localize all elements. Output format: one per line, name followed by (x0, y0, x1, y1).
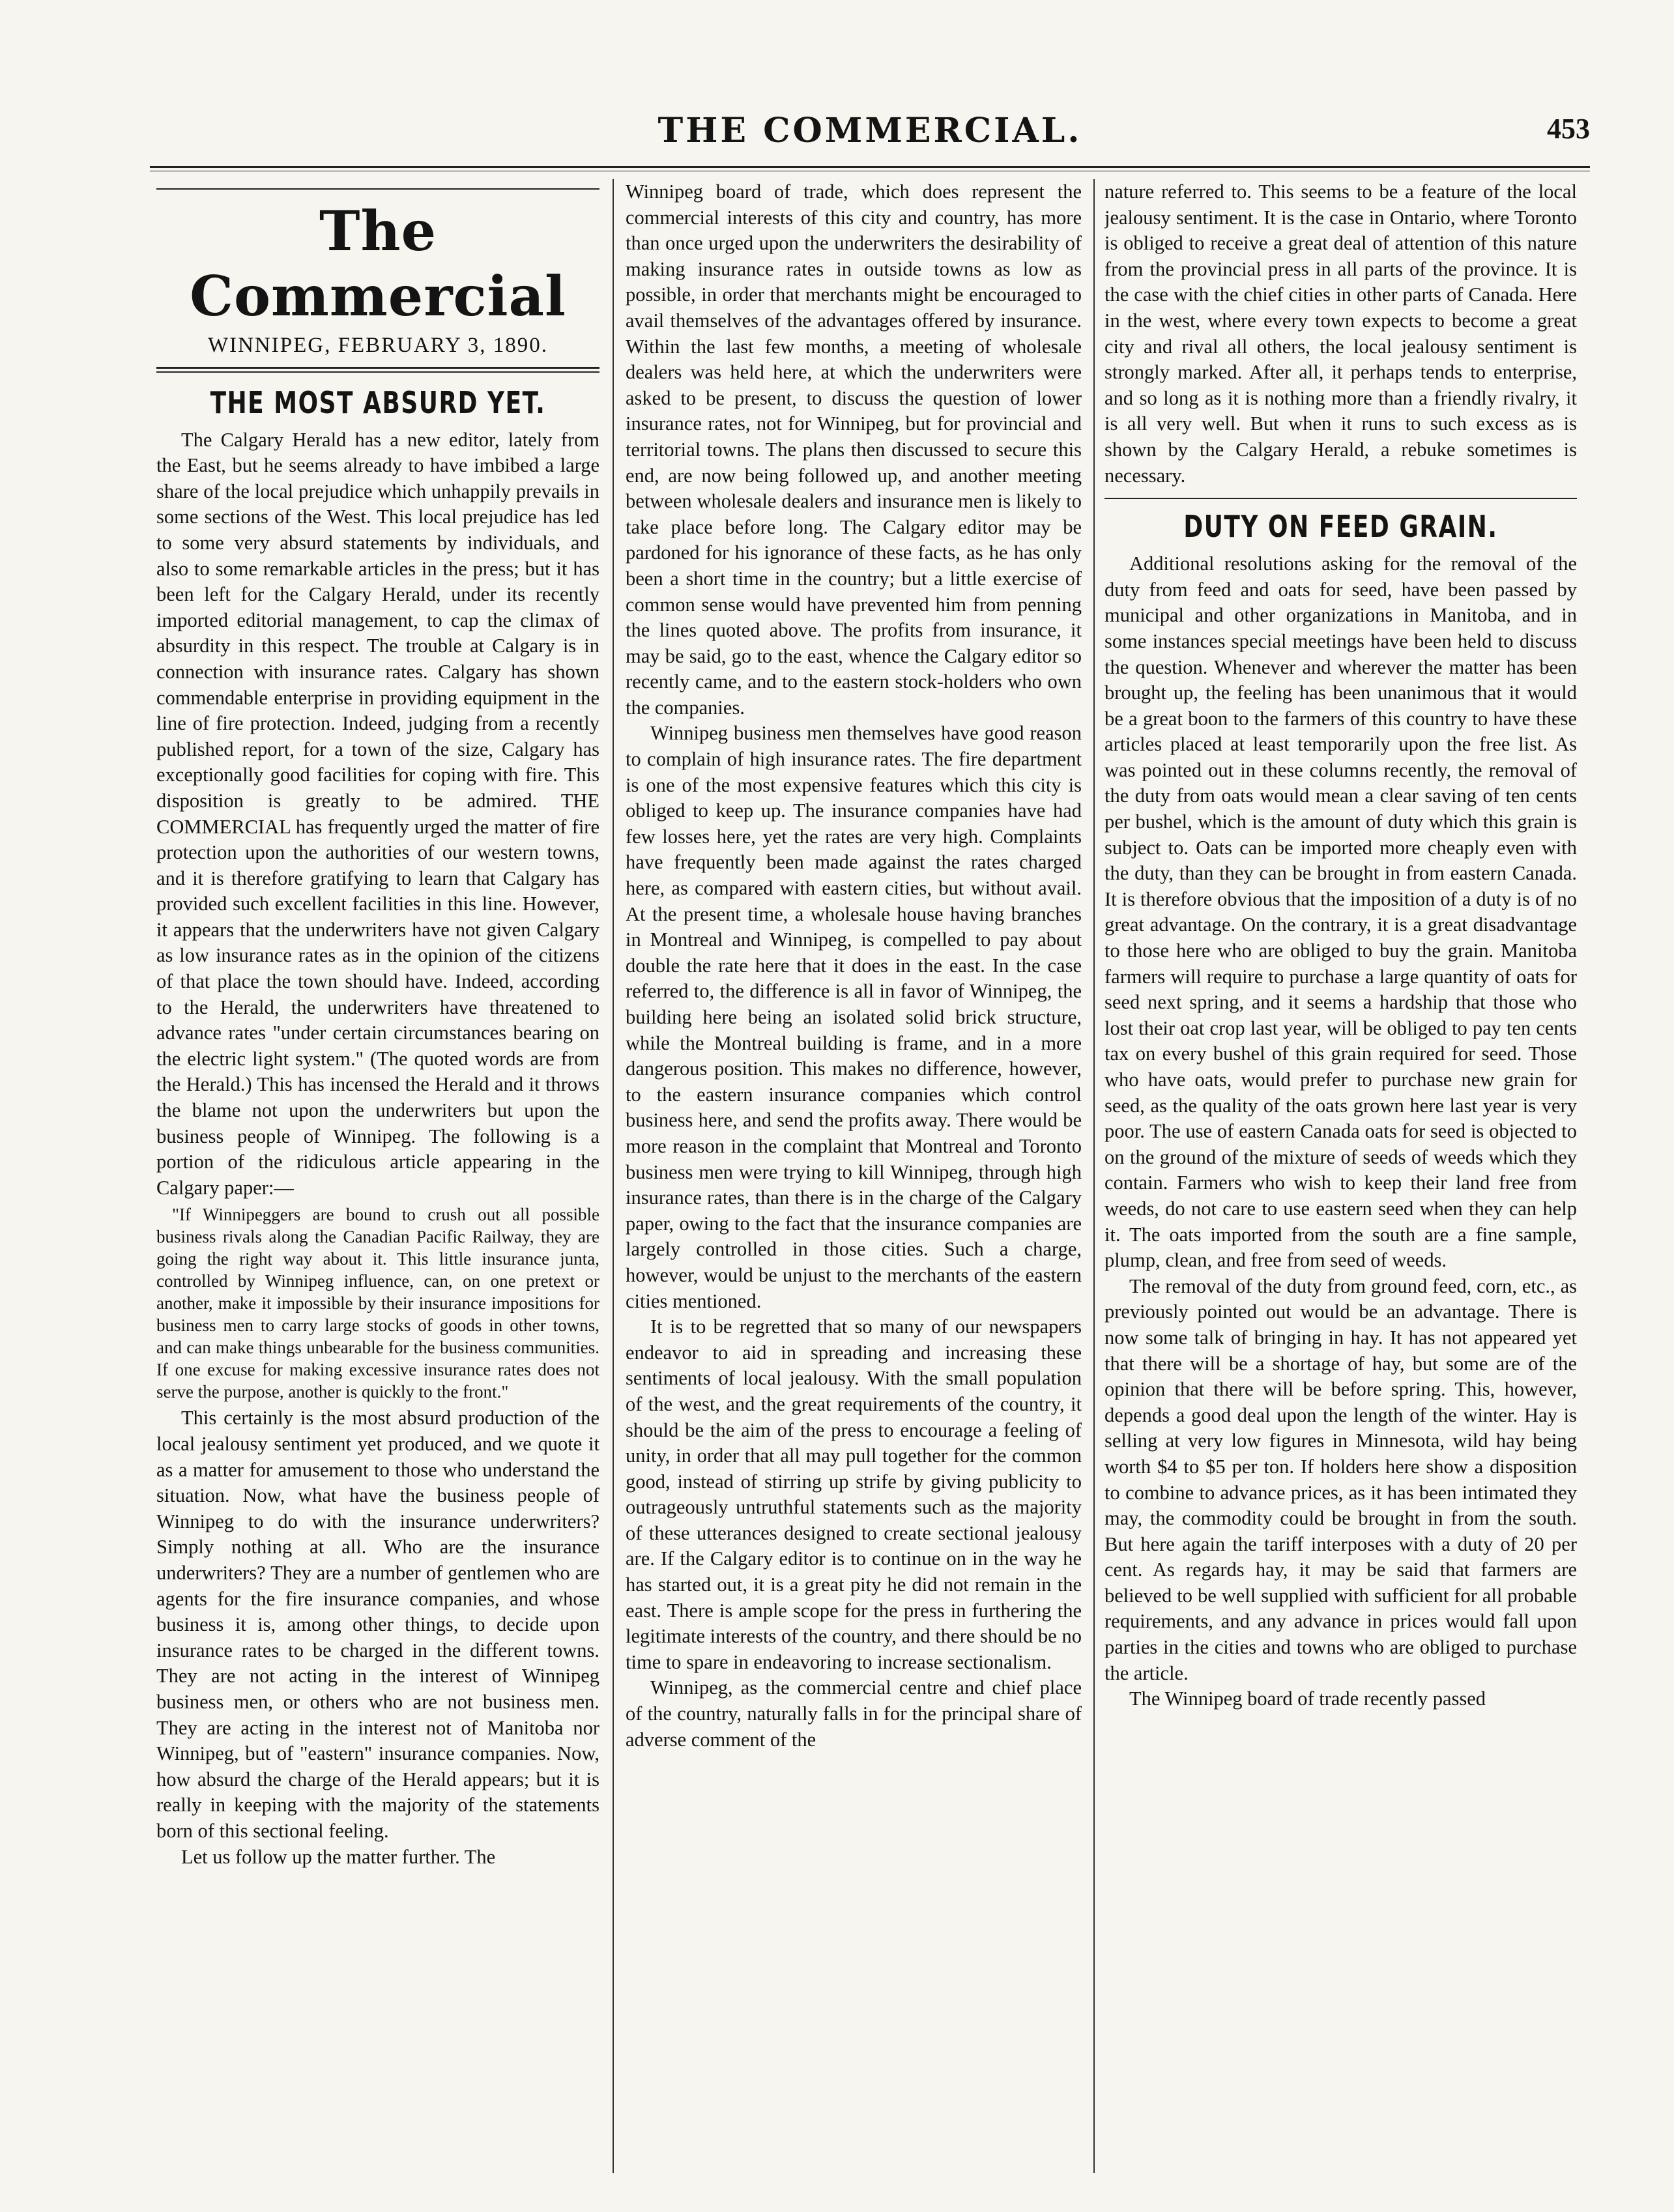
column-divider (1093, 179, 1095, 2173)
article-paragraph: Winnipeg business men themselves have good reason to complain of high insurance rates. The fire department is one of the most expensive features which this city is obliged to keep up. The insurance companies have had few losses here, yet the rates are very high. Complaints have frequently been made against the rates charged here, as compared with eastern cities, but without avail. At the present time, a wholesale house having branches in Montreal and Winnipeg, is compelled to pay about double the rate here that it does in the east. In the case referred to, the difference is all in favor of Winnipeg, the building here being an isolated solid brick structure, while the Montreal building is frame, and in a more dangerous position. This makes no difference, however, to the eastern insurance companies which control business here, and send the profits away. There would be more reason in the complaint that Montreal and Toronto business men were trying to kill Winnipeg, through high insurance rates, than there is in the charge of the Calgary paper, owing to the fact that the insurance companies are largely controlled in those cities. Such a charge, however, would be unjust to the merchants of the eastern cities mentioned. (626, 722, 1082, 1312)
article-paragraph: This certainly is the most absurd production of the local jealousy sentiment yet produced, and we quote it as a matter for amusement to those who understand the situation. Now, what have the business people of Winnipeg to do with the insurance underwriters? Simply nothing at all. Who are the insurance underwriters? They are a number of gentlemen who are agents for the fire insurance companies, and whose business it is, among other things, to decide upon insurance rates to be charged in the different towns. They are not acting in the interest of Winnipeg business men, or others who are not business men. They are acting in the interest not of Manitoba nor Winnipeg, but of "eastern" insurance companies. Now, how absurd the charge of the Herald appears; but it is really in keeping with the majority of the statements born of this sectional feeling. (156, 1407, 599, 1842)
article-paragraph: Let us follow up the matter further. The (181, 1845, 496, 1868)
article-paragraph: The Calgary Herald has a new editor, lately from the East, but he seems already to have imbibed a large share of the local prejudice which unhappily prevails in some sections of the West. This local prejudice has led to some very absurd statements by individuals, and also to some remarkable articles in the press; but it has been left for the Calgary Herald, under its recently imported editorial management, to cap the climax of absurdity in this respect. The trouble at Calgary is in connection with insurance rates. Calgary has shown commendable enterprise in providing equipment in the line of fire protection. Indeed, judging from a recently published report, for a town of the size, Calgary has exceptionally good facilities for coping with fire. This disposition is greatly to be admired. THE COMMERCIAL has frequently urged the matter of fire protection upon the authorities of our western towns, and it is therefore gratifying to learn that Calgary has provided such excellent facilities in this line. However, it appears that the underwriters have not given Calgary as low insurance rates as in the opinion of the citizens of that place the town should have. Indeed, according to the Herald, the underwriters have threatened to advance rates "under certain circumstances bearing on the electric light system." (The quoted words are from the Herald.) This has incensed the Herald and it throws the blame not upon the underwriters but upon the business people of Winnipeg. The following is a portion of the ridiculous article appearing in the Calgary paper:— (156, 428, 599, 1199)
masthead-title: The Commercial (190, 199, 566, 328)
article-paragraph: It is to be regretted that so many of our newspapers endeavor to aid in spreading and increasing these sentiments of local jealousy. With the small population of the west, and the great requirements of the country, it should be the aim of the press to encourage a feeling of unity, in order that all may pull together for the common good, instead of stirring up strife by giving publicity to outrageously untruthful statements such as the majority of these utterances designed to create sectional jealousy are. If the Calgary editor is to continue on in the way he has started out, it is a great pity he did not remain in the east. There is ample scope for the press in furthering the legitimate interests of the country, and there should be no time to spare in endeavoring to increase sectionalism. (626, 1315, 1082, 1673)
header-rule (150, 166, 1590, 171)
article-paragraph: nature referred to. This seems to be a feature of the local jealousy sentiment. It is the case in Ontario, where Toronto is obliged to receive a great deal of attention of this nature from the provincial press in all parts of the province. It is the case with the chief cities in other parts of Canada. Here in the west, where every town expects to become a great city and rival all others, the local jealousy sentiment is strongly marked. After all, it perhaps tends to enterprise, and so long as it is nothing more than a friendly rivalry, it is all very well. But when it runs to such excess as is shown by the Calgary Herald, a rebuke sometimes is necessary. (1104, 180, 1577, 487)
article-paragraph: The Winnipeg board of trade recently passed (1129, 1688, 1486, 1710)
article-paragraph: Additional resolutions asking for the removal of the duty from feed and oats for seed, have been passed by municipal and other organizations in Manitoba, and in some instances special meetings have been held to discuss the question. Whenever and wherever the matter has been brought up, the feeling has been unanimous that it would be a great boon to the farmers of this country to have these articles placed at least temporarily upon the free list. As was pointed out in these columns recently, the removal of the duty from oats would mean a clear saving of ten cents per bushel, which is the amount of duty which this grain is subject to. Oats can be imported more cheaply even with the duty, than they can be brought in from eastern Canada. It is therefore obvious that the imposition of a duty is of no great advantage. On the contrary, it is a great disadvantage to those here who are obliged to buy the grain. Manitoba farmers will require to purchase a large quantity of oats for seed next spring, and it seems a hardship that those who lost their oat crop last year, will be obliged to pay ten cents tax on every bushel of this grain required for seed. Those who have oats, would prefer to purchase new grain for seed, as the quality of the oats grown here last year is very poor. The use of eastern Canada oats for seed is objected to on the ground of the mixture of seeds of weeds which they contain. Farmers who wish to keep their land free from weeds, do not care to use eastern seed when they can help it. The oats imported from the south are a fine sample, plump, clean, and free from seed of weeds. (1104, 553, 1577, 1272)
article-paragraph: Winnipeg board of trade, which does represent the commercial interests of this city and country, has more than once urged upon the underwriters the desirability of making insurance rates in outside towns as low as possible, in order that merchants might be encouraged to avail themselves of the advantages offered by insurance. Within the last few months, a meeting of wholesale dealers was held here, at which the underwriters were asked to be present, to discuss the question of lower insurance rates, not for Winnipeg, but for provincial and territorial towns. The plans then discussed to secure this end, are now being followed up, and another meeting between wholesale dealers and insurance men is likely to take place before long. The Calgary editor may be pardoned for his ignorance of these facts, as he has only been a short time in the country; but a little exercise of common sense would have prevented him from penning the lines quoted above. The profits from insurance, it may be said, go to the east, whence the Calgary editor so recently came, and to the eastern stock-holders who own the companies. (626, 180, 1082, 719)
column-1 (156, 179, 599, 2166)
quoted-excerpt: "If Winnipeggers are bound to crush out all possible business rivals along the Canadian Pacific Railway, they are going the right way about it. This little insurance junta, controlled by Winnipeg influence, can, on one pretext or another, make it impossible by their insurance impositions for business men to carry large stocks of goods in other towns, and can make things unbearable for the business communities. If one excuse for making excessive insurance rates does not serve the purpose, another is quickly to the front." (156, 1205, 599, 1402)
page-number: 453 (1547, 113, 1590, 145)
masthead-rule-bottom (156, 367, 599, 373)
article-paragraph: The removal of the duty from ground feed, corn, etc., as previously pointed out would be an advantage. There is now some talk of bringing in hay. It has not appeared yet that there will be a shortage of hay, but some are of the opinion that there will be before spring. This, however, depends a good deal upon the length of the winter. Hay is selling at very low figures in Minnesota, wild hay being worth $4 to $5 per ton. If holders here show a disposition to combine to advance prices, as it has been intimated they may, the commodity could be brought in from the south. But here again the tariff interposes with a duty of 20 per cent. As regards hay, it may be said that farmers are believed to be well supplied with sufficient for all probable requirements, and any advance in prices would fall upon parties in the cities and towns who are obliged to purchase the article. (1104, 1274, 1577, 1684)
masthead-rule-top (156, 188, 599, 190)
section-rule (1104, 498, 1577, 499)
article-headline: DUTY ON FEED GRAIN. (1183, 509, 1498, 545)
dateline: WINNIPEG, FEBRUARY 3, 1890. (207, 334, 549, 357)
column-2 (626, 179, 1082, 2166)
running-title: THE COMMERCIAL. (657, 111, 1082, 151)
page-header (150, 111, 1590, 156)
article-headline: THE MOST ABSURD YET. (210, 384, 546, 420)
column-divider (613, 179, 614, 2173)
column-3 (1104, 179, 1577, 2166)
article-paragraph: Winnipeg, as the commercial centre and chief place of the country, naturally falls in for the principal share of adverse comment of the (626, 1676, 1082, 1751)
